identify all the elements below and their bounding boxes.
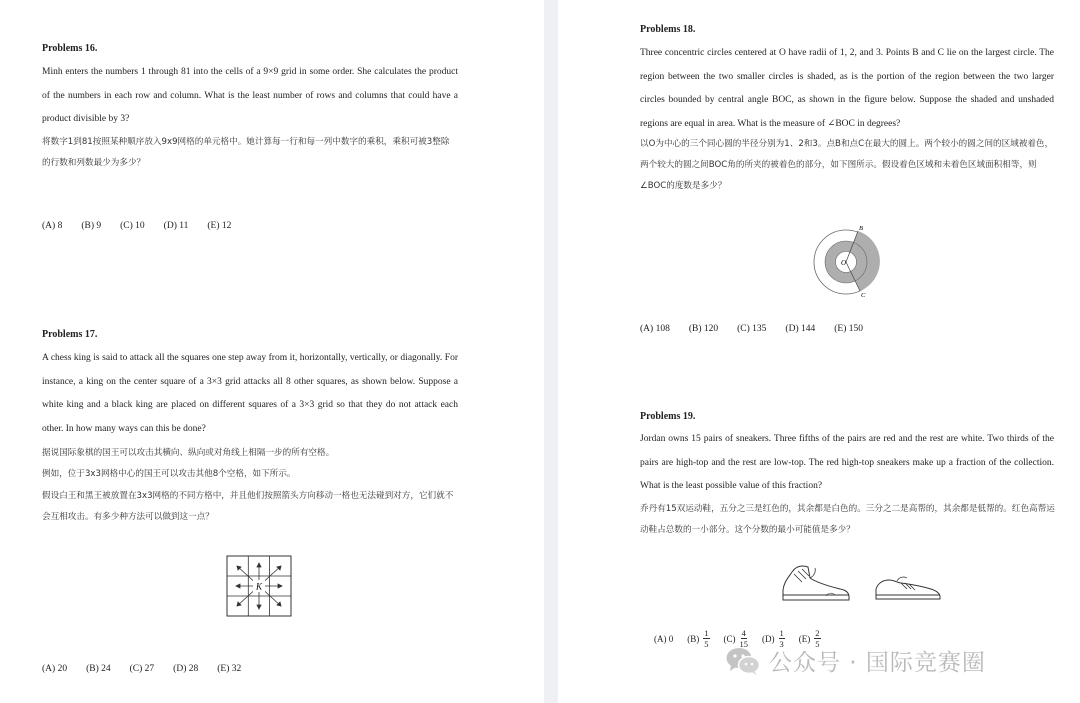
problem-16-english: Minh enters the numbers 1 through 81 into the cells of a 9×9 grid in some order. She calculates the product of the numbers in each row and column. What is the least number of rows and columns that could have a product divisible by 3? — [42, 67, 458, 124]
choice-d: (D) 28 — [173, 664, 199, 674]
problem-18-chinese: 以O为中心的三个同心圆的半径分别为1、2和3。点B和点C在最大的圆上。两个较小的圆之间的区域被着色，两个较大的圆之间BOC角的所夹的被着色的部分，如下图所示。假设着色区域和未着色区域面积相等，则∠BOC的度数是多少？ — [640, 139, 1054, 191]
choice-b: (B) 24 — [86, 664, 111, 674]
choice-c: (C) 27 — [129, 664, 155, 674]
problem-17-chinese-3: 假设白王和黑王被放置在3x3网格的不同方格中，并且他们按照箭头方向移动一格也无法碰到对方，它们就不会互相攻击。有多少种方法可以做到这一点？ — [42, 491, 454, 522]
choice-d: (D) 11 — [163, 221, 189, 231]
choice-a: (A) 0 — [654, 633, 674, 644]
choice-b: (B) 9 — [81, 221, 102, 231]
problem-16-title: Problems 16. — [42, 43, 98, 54]
choice-e: (E) $\frac{2}{5}$ — [798, 628, 820, 649]
problem-18-english: Three concentric circles centered at O have radii of 1, 2, and 3. Points B and C lie on the largest circle. The region between the two smaller circles is shaded, as is the portion of the region between the two larger circles bounded by central angle BOC, as shown in the figure below. Suppose the shaded and unshaded regions are equal in area. What is the measure of ∠BOC in degrees? — [640, 48, 1054, 129]
sneaker-low-top-figure — [873, 573, 943, 603]
right-page — [558, 0, 1080, 703]
problem-19-english: Jordan owns 15 pairs of sneakers. Three fifths of the pairs are red and the rest are white. Two thirds of the pairs are high-top and the rest are low-top. The red high-top sneakers make up a fraction of the collection. What is the least possible value of this fraction? — [640, 434, 1054, 491]
sneaker-high-top-figure — [780, 562, 852, 604]
wechat-icon — [725, 646, 761, 676]
choice-b: (B) $\frac{1}{5}$ — [687, 628, 709, 649]
problem-17-english: A chess king is said to attack all the squares one step away from it, horizontally, vertically, or diagonally. For instance, a king on the center square of a 3×3 grid attacks all 8 other squares, as shown below. Suppose a white king and a black king are placed on different squares of a 3×3 grid so that they do not attack each other. In how many ways can this be done? — [42, 353, 458, 434]
problem-17-choices — [42, 664, 241, 674]
choice-b: (B) 120 — [688, 324, 719, 334]
point-c-label: C — [861, 292, 866, 299]
choice-c: (C) 135 — [737, 324, 767, 334]
problem-16-choices — [42, 221, 231, 231]
problem-17-chinese-2: 例如，位于3x3网格中心的国王可以攻击其他8个空格，如下所示。 — [42, 469, 296, 479]
choice-e: (E) 12 — [207, 221, 232, 231]
choice-d: (D) 144 — [785, 324, 816, 334]
problem-18-title: Problems 18. — [640, 24, 696, 35]
choice-c: (C) $\frac{4}{15}$ — [723, 628, 748, 649]
problem-17-chinese-1: 据说国际象棋的国王可以攻击其横向、纵向或对角线上相隔一步的所有空格。 — [42, 448, 335, 458]
point-o-label: O — [841, 259, 847, 267]
choice-e: (E) 150 — [834, 324, 864, 334]
problem-19-chinese: 乔丹有15双运动鞋，五分之三是红色的，其余都是白色的。三分之二是高帮的，其余都是低帮的。红色高帮运动鞋占总数的一小部分。这个分数的最小可能值是多少？ — [640, 504, 1055, 535]
watermark-text: 公众号 · 国际竞赛圈 — [769, 650, 986, 676]
problem-19-title: Problems 19. — [640, 411, 696, 422]
king-label: K — [255, 581, 263, 592]
point-b-label: B — [859, 225, 863, 232]
choice-a: (A) 108 — [640, 324, 670, 334]
choice-e: (E) 32 — [217, 664, 242, 674]
choice-d: (D) $\frac{1}{3}$ — [762, 628, 784, 649]
choice-c: (C) 10 — [120, 221, 145, 231]
concentric-circles-figure — [813, 223, 885, 299]
problem-17-title: Problems 17. — [42, 329, 98, 340]
watermark — [725, 644, 986, 677]
king-grid-figure — [226, 555, 292, 617]
problem-18-choices — [640, 324, 863, 334]
problem-16-chinese: 将数字1到81按照某种顺序放入9x9网格的单元格中。她计算每一行和每一列中数字的乘积，乘积可被3整除的行数和列数最少为多少？ — [42, 137, 450, 168]
choice-a: (A) 20 — [42, 664, 68, 674]
choice-a: (A) 8 — [42, 221, 63, 231]
